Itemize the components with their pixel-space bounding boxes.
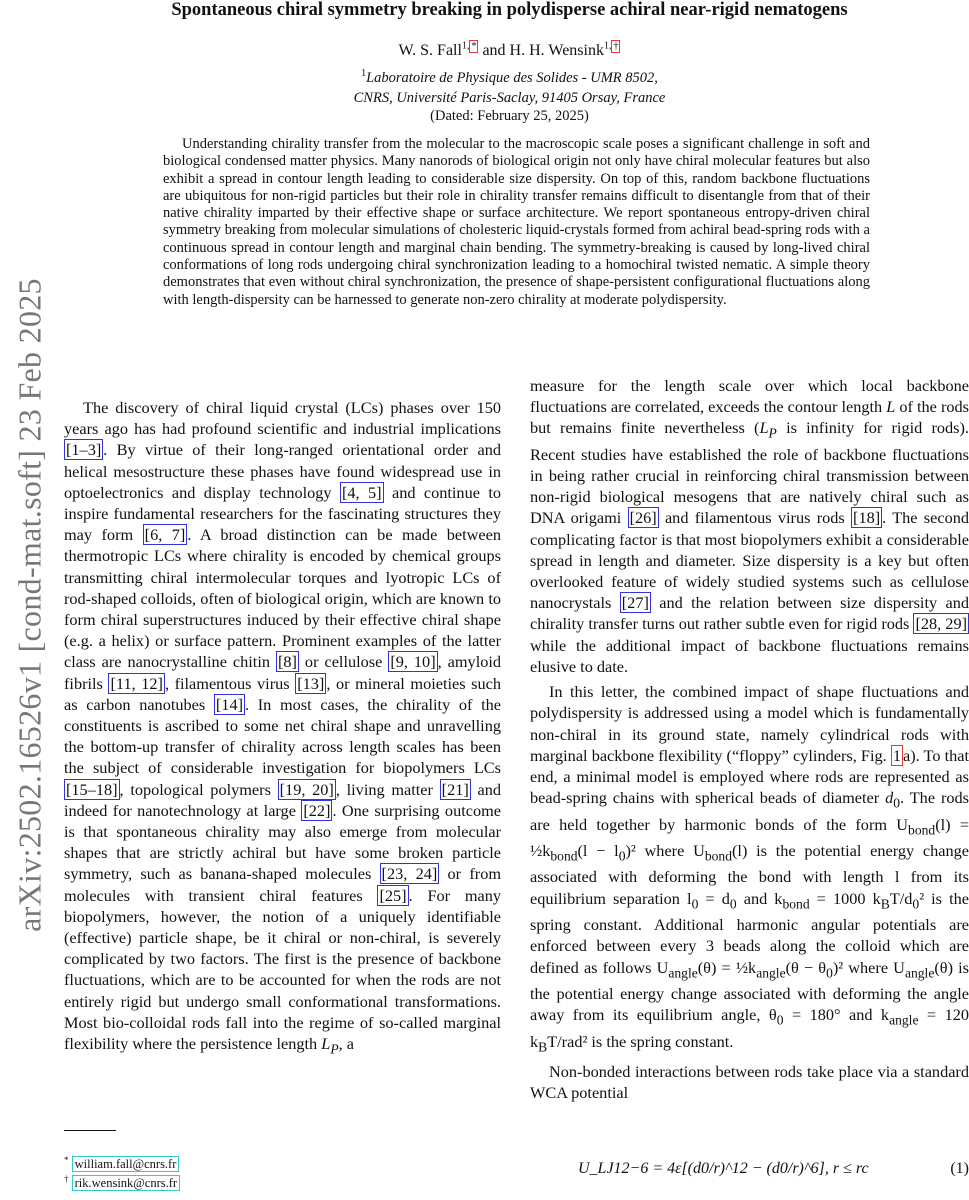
footnote-rule (64, 1130, 116, 1131)
equation-body: U_LJ12−6 = 4ε[(d0/r)^12 − (d0/r)^6], r ≤ rc (578, 1160, 869, 1177)
author-wensink: H. H. Wensink (509, 42, 604, 59)
equation-1 (578, 1160, 969, 1190)
citation-link[interactable]: [9, 10] (390, 652, 436, 672)
citation-link[interactable]: [28, 29] (915, 614, 968, 634)
citation-link[interactable]: [6, 7] (144, 525, 186, 545)
arxiv-identifier[interactable]: arXiv:2502.16526v1 [cond-mat.soft] 23 Feb 2025 (11, 278, 48, 932)
right-column (530, 375, 969, 1104)
date-line: (Dated: February 25, 2025) (430, 108, 589, 124)
left-column (64, 397, 501, 1060)
citation-link[interactable]: [18] (853, 508, 881, 528)
author-fall-sup: 1, * (461, 40, 477, 52)
intro-continuation: measure for the length scale over which local backbone fluctuations are correlated, exceeds the contour length L of the rods but remains finite nevertheless ($L_P$ is infinity for rigid rods). Recent studies have established the role of backbone fluctuations in being rather crucial in reinforcing chiral transmission between non-rigid biological mesogens that are natively chiral such as DNA origami [26] and filamentous virus rods [18] . The second complicating factor is that most biopolymers exhibit a considerable spread in length and diameter. Size dispersity is a key but often overlooked feature of widely studied systems such as cellulose nanocrystals [27] and the relation between size dispersity and chirality transfer turns out rather subtle even for rigid rods [28, 29] while the additional impact of backbone fluctuations remains elusive to date. (530, 376, 969, 676)
citation-link[interactable]: [25] (379, 885, 407, 905)
author-wensink-sup: 1, † (603, 40, 619, 52)
citation-link[interactable]: [27] (621, 593, 649, 613)
citation-link[interactable]: [13] (297, 673, 325, 693)
arxiv-stamp (0, 175, 60, 1035)
author-line (60, 42, 959, 60)
footnote-2: † rik.wensink@cnrs.fr (64, 1174, 180, 1193)
citation-link[interactable]: [26] (629, 508, 657, 528)
paper-title: Spontaneous chiral symmetry breaking in polydisperse achiral near-rigid nematogens (171, 0, 848, 20)
figure-link[interactable]: 1 (892, 745, 901, 765)
affiliation-line-1: Laboratoire de Physique des Solides - UMR 8502, (366, 70, 658, 86)
email-link-1[interactable]: william.fall@cnrs.fr (72, 1156, 180, 1172)
citation-link[interactable]: [14] (215, 694, 244, 714)
footnote-link-1[interactable]: * (471, 40, 477, 52)
citation-link[interactable]: [21] (441, 779, 469, 799)
citation-link[interactable]: [8] (277, 652, 297, 672)
author-fall: W. S. Fall (398, 42, 462, 59)
footnote-1: * william.fall@cnrs.fr (64, 1155, 180, 1174)
citation-link[interactable]: [4, 5] (341, 482, 382, 502)
footnotes (64, 1155, 180, 1193)
citation-link[interactable]: [19, 20] (279, 779, 334, 799)
abstract: Understanding chirality transfer from the molecular to the macroscopic scale poses a significant challenge in soft and biological condensed matter physics. Many nanorods of biological origin not only have chiral molecular features but also exhibit a spread in contour length leading to considerable size dispersity. On top of this, random backbone fluctuations are ubiquitous for non-rigid particles but their role in chirality transfer remains difficult to disentangle from that of their native chirality imparted by their effective shape or surface architecture. We report spontaneous entropy-driven chiral symmetry breaking from molecular simulations of cholesteric liquid-crystals formed from achiral bead-spring rods with a continuous spread in contour length and marginal chain bending. The symmetry-breaking is caused by long-lived chiral conformations of long rods undergoing chiral synchronization leading to a homochiral twisted nematic. A simple theory demonstrates that even without chiral synchronization, the presence of shape-persistent configurational fluctuations along with length-dispersity can be harnessed to generate non-zero chirality at moderate polydispersity. (163, 136, 870, 308)
citation-link[interactable]: [23, 24] (381, 864, 438, 884)
author-conjunction: and (478, 42, 510, 59)
math-symbol: L (321, 1034, 331, 1054)
equation-number: (1) (950, 1160, 969, 1177)
footnote-link-2[interactable]: † (613, 40, 619, 52)
email-link-2[interactable]: rik.wensink@cnrs.fr (72, 1175, 180, 1191)
affiliation-line-2: CNRS, Université Paris-Saclay, 91405 Orsay, France (353, 90, 666, 106)
wca-paragraph: Non-bonded interactions between rods take place via a standard WCA potential (530, 1062, 969, 1103)
affiliation (60, 68, 959, 108)
affiliation-mark: 1 (361, 68, 367, 80)
citation-link[interactable]: [15–18] (66, 779, 118, 799)
citation-link[interactable]: [22] (303, 800, 331, 820)
citation-link[interactable]: [11, 12] (110, 673, 163, 693)
intro-paragraph: The discovery of chiral liquid crystal (LCs) phases over 150 years ago has had profound scientific and industrial implications [1–3] . By virtue of their long-ranged orientational order and helical mesostructure these phases have found widespread use in optoelectronics and display technology [4, 5] and continue to inspire fundamental researchers for the fascinating structures they may form [6, 7] . A broad distinction can be made between thermotropic LCs where chirality is encoded by chemical groups transmitting chiral intermolecular torques and lyotropic LCs of rod-shaped colloids, often of biological origin, which are known to form chiral superstructures induced by their effective chiral shape (e.g. a helix) or surface pattern. Prominent examples of the latter class are nanocrystalline chitin [8] or cellulose [9, 10] , amyloid fibrils [11, 12] , filamentous virus [13] , or mineral moieties such as carbon nanotubes [14] . In most cases, the chirality of the constituents is ascribed to some net chiral shape and unravelling the bottom-up transfer of chirality across length scales has been the subject of considerable investigation for biopolymers LCs [15–18] , topological polymers [19, 20] , living matter [21] and indeed for nanotechnology at large [22] . One surprising outcome is that spontaneous chirality may also emerge from molecular shapes that are strictly achiral but have some broken particle symmetry, such as banana-shaped molecules [23, 24] or from molecules with transient chiral features [25] . For many biopolymers, however, the notion of a uniquely identifiable (effective) particle shape, be it chiral or non-chiral, is severely complicated by two factors. The first is the presence of backbone fluctuations, which are to be accounted for when the rods are not entirely rigid but undergo small conformational transformations. Most bio-colloidal rods fall into the regime of so-called marginal flexibility where the persistence length $L_P$, a (64, 398, 502, 1057)
citation-link[interactable]: [1–3] (66, 440, 102, 460)
model-paragraph: In this letter, the combined impact of shape fluctuations and polydispersity is addressed using a model which is fundamentally non-chiral in its ground state, namely cylindrical rods with marginal backbone flexibility (“floppy” cylinders, Fig. 1 a). To that end, a minimal model is employed where rods are represented as bead-spring chains with spherical beads of diameter $d_0$. The rods are held together by harmonic bonds of the form $U_{bond}(l)$ = $\frac{1}{2}k_{bond}(l - l_0)^2$ where $U_{bond}(l)$ is the potential energy change associated with deforming the bond with length l from its equilibrium separation $l_0 = d_0$ and $k_{bond} = 1000$ $k_BT/d_0^2$ is the spring constant. Additional harmonic angular potentials are enforced between every 3 beads along the colloid which are defined as follows $U_{angle}(\theta)$ = $\frac{1}{2}k_{angle}(\theta - \theta_0)^2$ where $U_{angle}(\theta)$ is the potential energy change associated with deforming the angle away from its equilibrium angle, $\theta_0 = 180^\circ$ and $k_{angle} = 120$ $k_BT$/rad² is the spring constant. (530, 682, 969, 1054)
